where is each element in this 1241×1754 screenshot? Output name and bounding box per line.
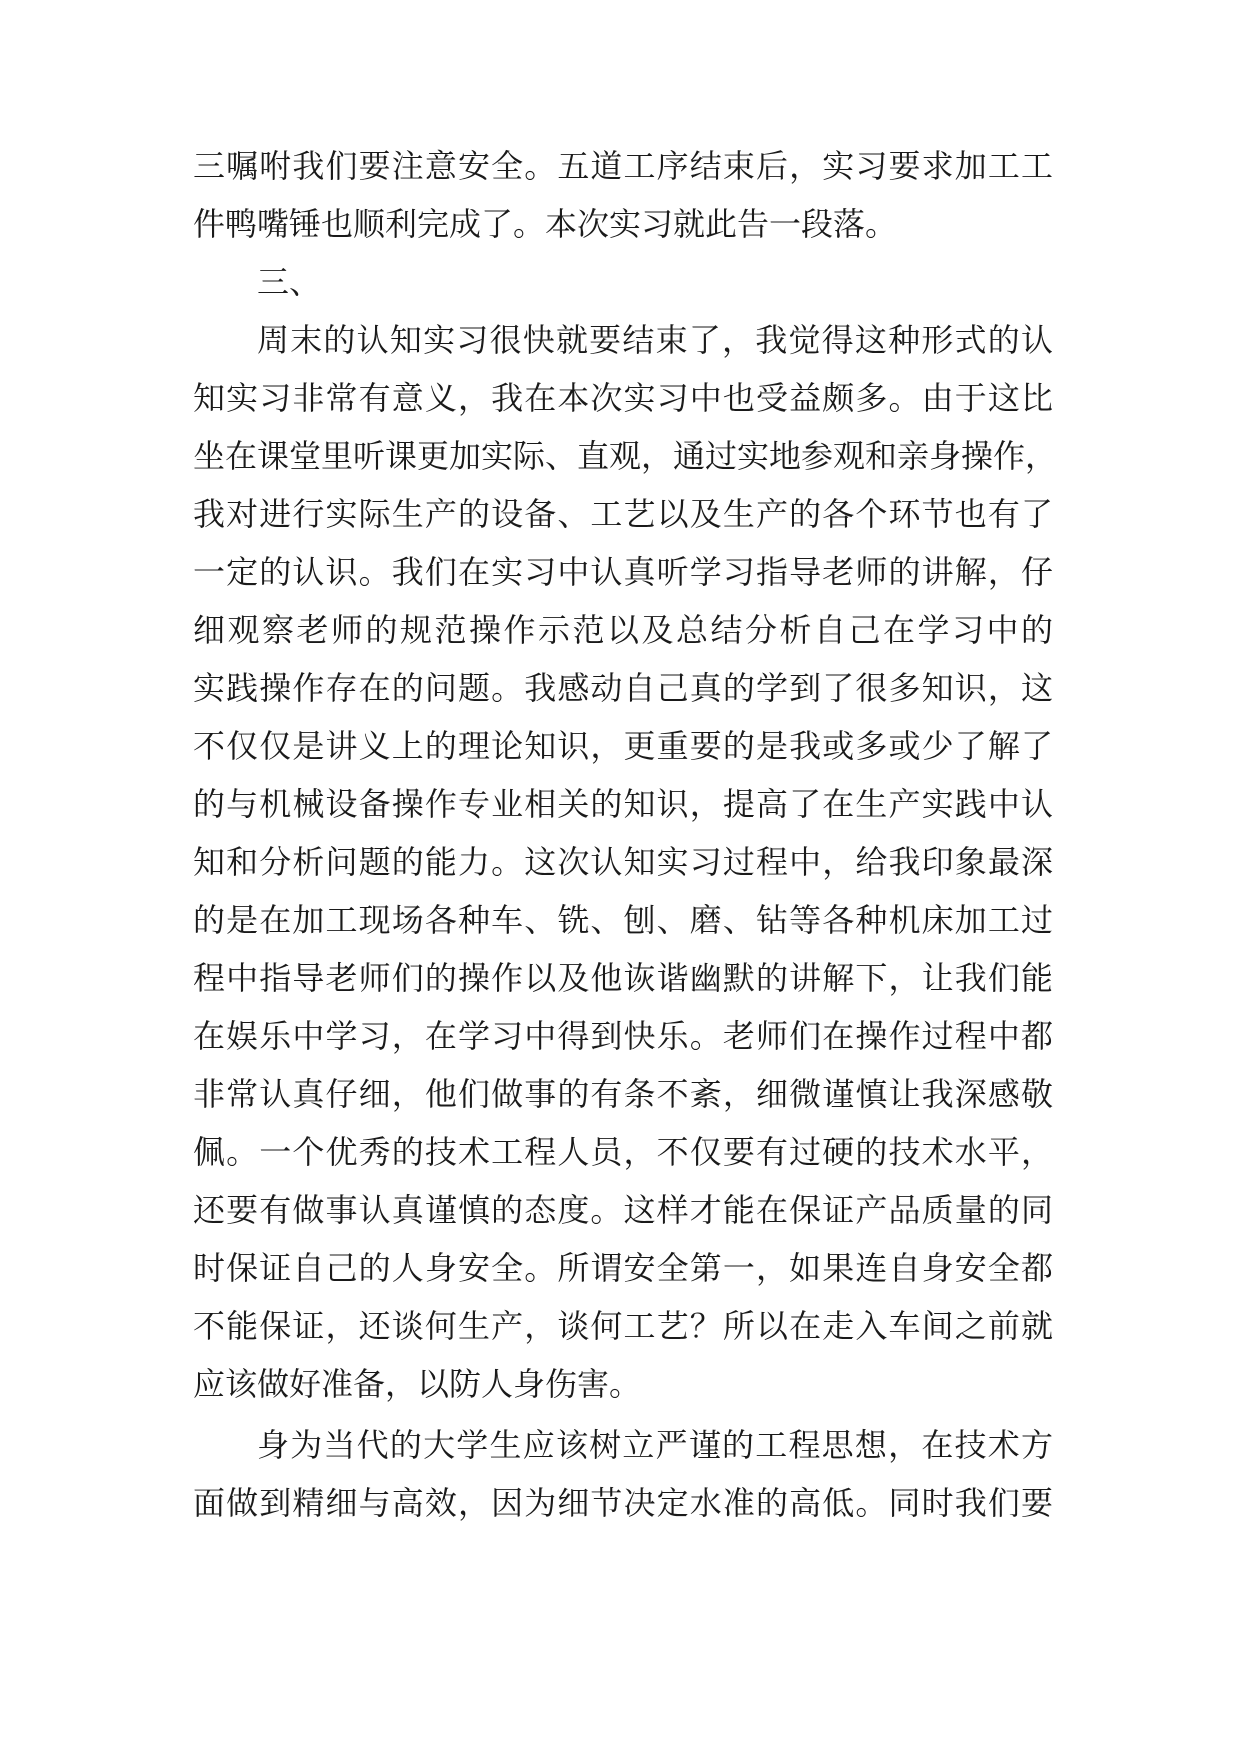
text-line: 非常认真仔细，他们做事的有条不紊，细微谨慎让我深感敬 [193,1075,1053,1113]
text-line: 身为当代的大学生应该树立严谨的工程思想，在技术方 [257,1426,1053,1464]
text-line: 细观察老师的规范操作示范以及总结分析自己在学习中的 [193,611,1053,649]
text-line: 知和分析问题的能力。这次认知实习过程中，给我印象最深 [193,843,1053,881]
text-line: 程中指导老师们的操作以及他诙谐幽默的讲解下，让我们能 [193,959,1053,997]
text-line: 在娱乐中学习，在学习中得到快乐。老师们在操作过程中都 [193,1017,1053,1055]
text-line: 应该做好准备，以防人身伤害。 [193,1365,642,1403]
text-line: 周末的认知实习很快就要结束了，我觉得这种形式的认 [257,321,1053,359]
text-line: 知实习非常有意义，我在本次实习中也受益颇多。由于这比 [193,379,1053,417]
text-line: 不仅仅是讲义上的理论知识，更重要的是我或多或少了解了 [193,727,1053,765]
text-line: 实践操作存在的问题。我感动自己真的学到了很多知识，这 [193,669,1053,707]
text-line: 时保证自己的人身安全。所谓安全第一，如果连自身安全都 [193,1249,1053,1287]
text-line: 佩。一个优秀的技术工程人员，不仅要有过硬的技术水平， [193,1133,1053,1171]
text-line: 的与机械设备操作专业相关的知识，提高了在生产实践中认 [193,785,1053,823]
text-line: 还要有做事认真谨慎的态度。这样才能在保证产品质量的同 [193,1191,1053,1229]
text-line: 我对进行实际生产的设备、工艺以及生产的各个环节也有了 [193,495,1053,533]
text-line: 的是在加工现场各种车、铣、刨、磨、钻等各种机床加工过 [193,901,1053,939]
section-heading: 三、 [257,263,322,301]
text-line: 不能保证，还谈何生产，谈何工艺？所以在走入车间之前就 [193,1307,1053,1345]
text-line: 件鸭嘴锤也顺利完成了。本次实习就此告一段落。 [193,205,898,243]
text-line: 一定的认识。我们在实习中认真听学习指导老师的讲解，仔 [193,553,1053,591]
text-line: 三嘱咐我们要注意安全。五道工序结束后，实习要求加工工 [193,147,1053,185]
text-line: 面做到精细与高效，因为细节决定水准的高低。同时我们要 [193,1484,1053,1522]
text-line: 坐在课堂里听课更加实际、直观，通过实地参观和亲身操作， [193,437,1058,475]
